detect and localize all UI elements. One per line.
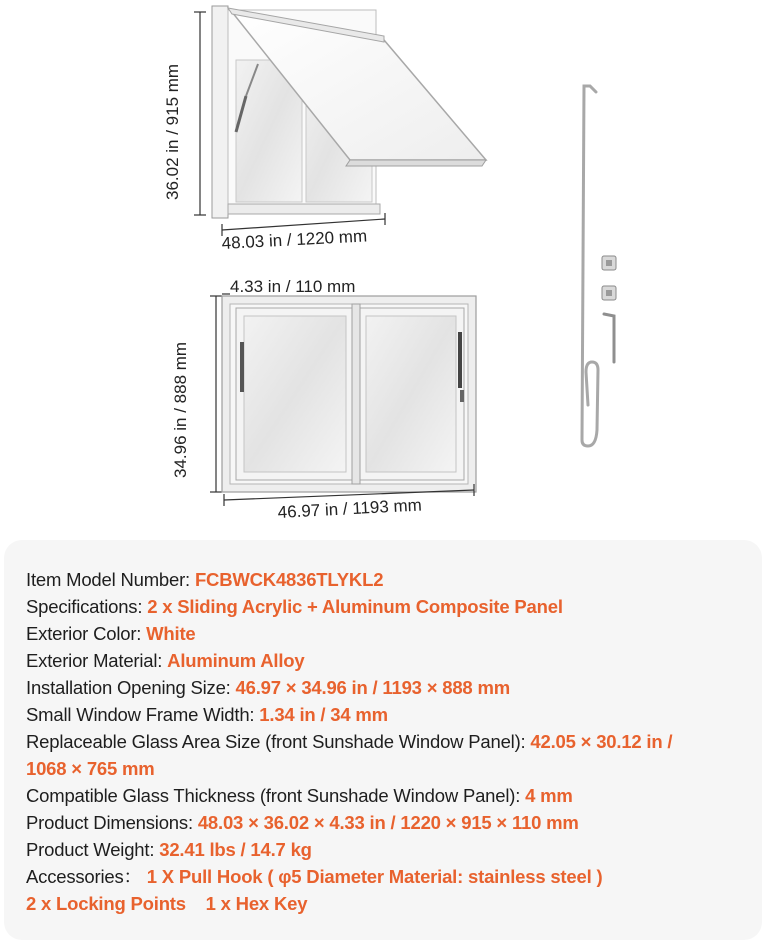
open-width-label: 48.03 in / 1220 mm — [221, 226, 368, 253]
spec-item-glass-area-cont: 1068 × 765 mm — [26, 758, 155, 779]
hex-key-icon — [604, 314, 614, 362]
spec-item-weight: Product Weight: 32.41 lbs / 14.7 kg — [26, 839, 312, 860]
specifications-card — [4, 540, 762, 940]
depth-label: 4.33 in / 110 mm — [230, 277, 356, 296]
specifications-list — [26, 566, 746, 917]
spec-item-product-dimensions: Product Dimensions: 48.03 × 36.02 × 4.33 in / 1220 × 915 × 110 mm — [26, 812, 579, 833]
open-window-diagram — [163, 6, 486, 253]
spec-item-opening-size: Installation Opening Size: 46.97 × 34.96 in / 1193 × 888 mm — [26, 677, 510, 698]
spec-item-color: Exterior Color: White — [26, 623, 196, 644]
spec-item-glass-area: Replaceable Glass Area Size (front Sunshade Window Panel): 42.05 × 30.12 in / — [26, 731, 673, 752]
front-height-label: 34.96 in / 888 mm — [171, 341, 190, 478]
spec-item-accessories-cont: 2 x Locking Points 1 x Hex Key — [26, 893, 308, 914]
open-height-label: 36.02 in / 915 mm — [163, 63, 182, 200]
spec-item-glass-thickness: Compatible Glass Thickness (front Sunshade Window Panel): 4 mm — [26, 785, 573, 806]
spec-item-frame-width: Small Window Frame Width: 1.34 in / 34 mm — [26, 704, 388, 725]
spec-item-specifications: Specifications: 2 x Sliding Acrylic + Aluminum Composite Panel — [26, 596, 563, 617]
spec-item-material: Exterior Material: Aluminum Alloy — [26, 650, 305, 671]
pull-hook-icon — [582, 86, 598, 446]
spec-item-accessories: Accessories： 1 X Pull Hook ( φ5 Diameter Material: stainless steel ) — [26, 866, 603, 887]
front-width-label: 46.97 in / 1193 mm — [277, 495, 423, 522]
front-window-diagram — [171, 277, 476, 522]
spec-item-model: Item Model Number: FCBWCK4836TLYKL2 — [26, 569, 384, 590]
accessories-illustration — [582, 86, 616, 446]
